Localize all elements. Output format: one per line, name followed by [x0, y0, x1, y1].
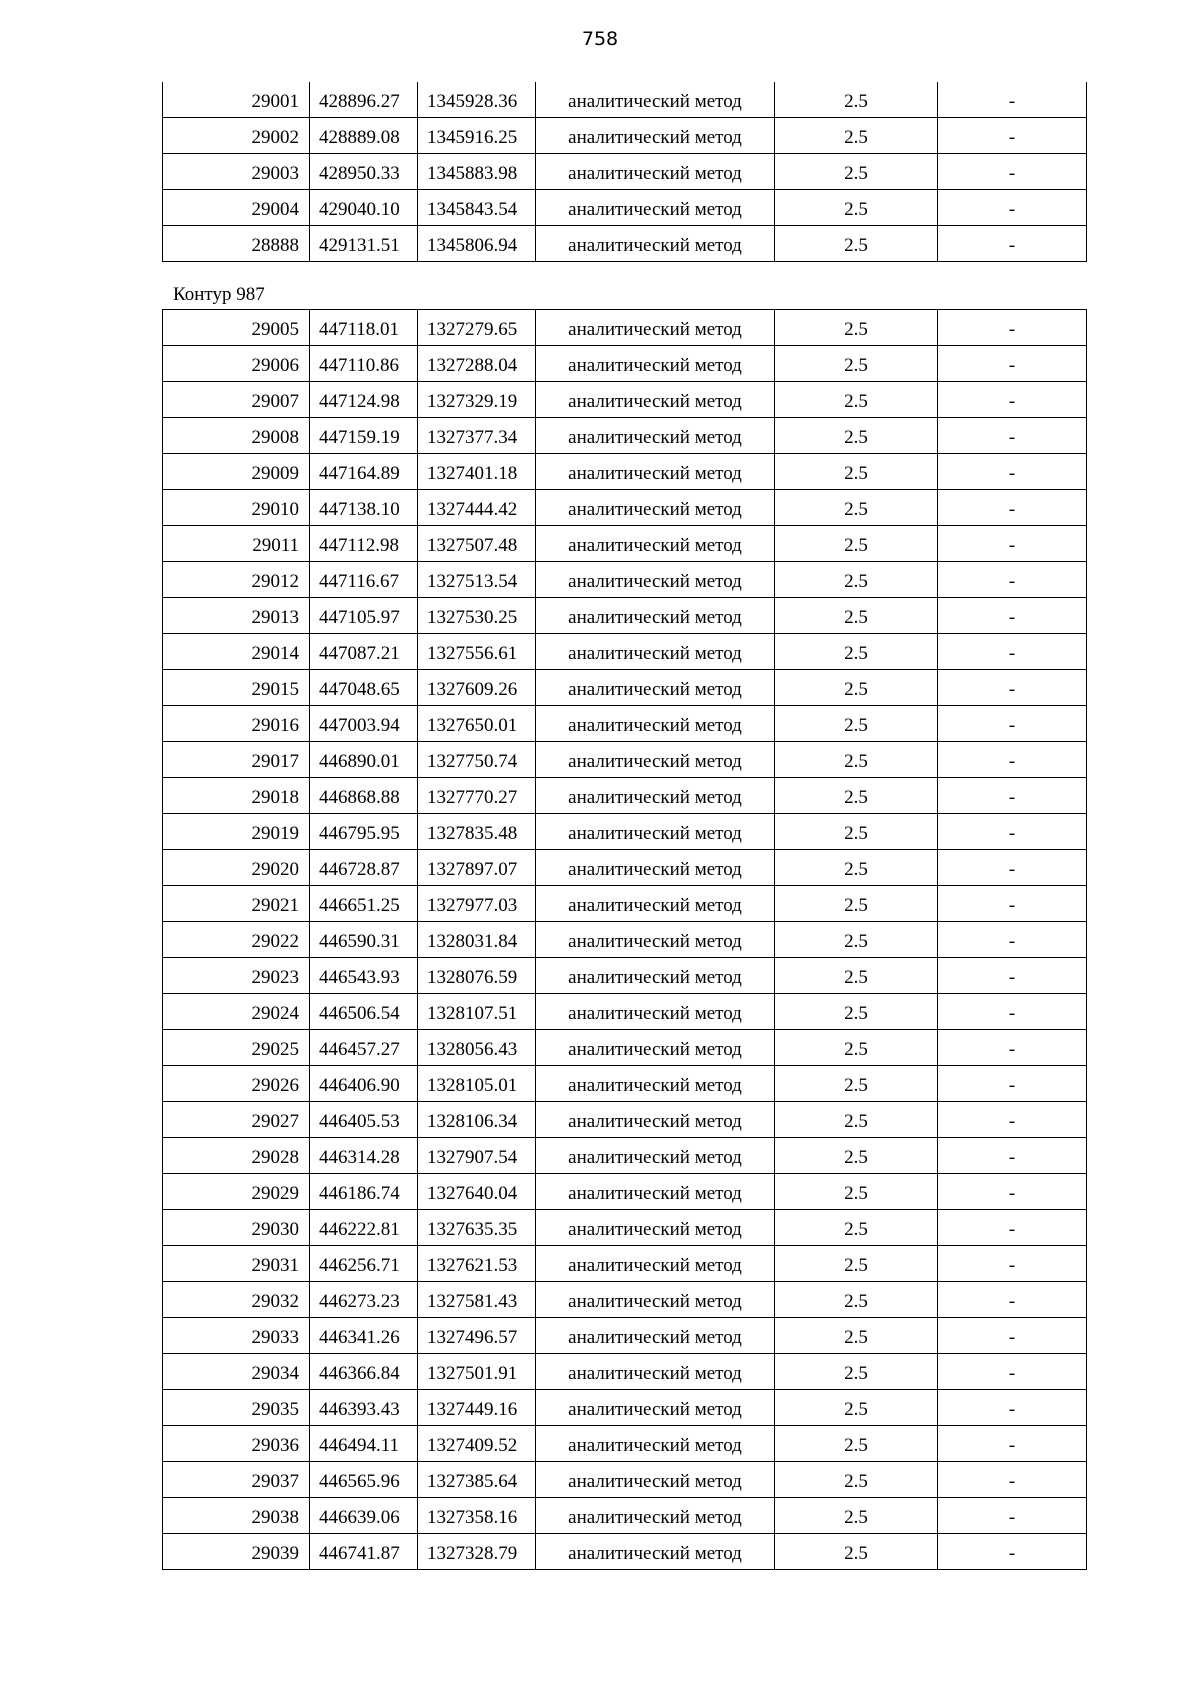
y-coordinate-cell: 1345843.54: [418, 190, 536, 226]
x-coordinate-cell: 447138.10: [310, 490, 418, 526]
y-coordinate-cell: 1345928.36: [418, 82, 536, 118]
method-cell: аналитический метод: [536, 154, 775, 190]
table-row: [163, 1030, 1087, 1066]
x-coordinate-cell: 447110.86: [310, 346, 418, 382]
method-cell: аналитический метод: [536, 886, 775, 922]
x-coordinate-cell: 447048.65: [310, 670, 418, 706]
table-row: [163, 742, 1087, 778]
table-row: [163, 1354, 1087, 1390]
method-cell: аналитический метод: [536, 1354, 775, 1390]
table-row: [163, 82, 1087, 118]
method-cell: аналитический метод: [536, 382, 775, 418]
note-cell: -: [938, 382, 1087, 418]
note-cell: -: [938, 310, 1087, 346]
note-cell: -: [938, 346, 1087, 382]
accuracy-cell: 2.5: [775, 1426, 938, 1462]
accuracy-cell: 2.5: [775, 1534, 938, 1570]
table-row: [163, 598, 1087, 634]
method-cell: аналитический метод: [536, 850, 775, 886]
x-coordinate-cell: 446457.27: [310, 1030, 418, 1066]
method-cell: аналитический метод: [536, 526, 775, 562]
table-row: [163, 706, 1087, 742]
y-coordinate-cell: 1327977.03: [418, 886, 536, 922]
accuracy-cell: 2.5: [775, 346, 938, 382]
x-coordinate-cell: 446405.53: [310, 1102, 418, 1138]
x-coordinate-cell: 446543.93: [310, 958, 418, 994]
accuracy-cell: 2.5: [775, 1354, 938, 1390]
point-number-cell: 29014: [163, 634, 310, 670]
coordinates-table-contour-987: [162, 309, 1087, 1570]
point-number-cell: 29029: [163, 1174, 310, 1210]
point-number-cell: 29008: [163, 418, 310, 454]
method-cell: аналитический метод: [536, 1066, 775, 1102]
note-cell: -: [938, 1282, 1087, 1318]
y-coordinate-cell: 1345883.98: [418, 154, 536, 190]
accuracy-cell: 2.5: [775, 1210, 938, 1246]
note-cell: -: [938, 706, 1087, 742]
y-coordinate-cell: 1327530.25: [418, 598, 536, 634]
x-coordinate-cell: 447003.94: [310, 706, 418, 742]
note-cell: -: [938, 526, 1087, 562]
table-row: [163, 1282, 1087, 1318]
x-coordinate-cell: 446393.43: [310, 1390, 418, 1426]
x-coordinate-cell: 446728.87: [310, 850, 418, 886]
y-coordinate-cell: 1327835.48: [418, 814, 536, 850]
accuracy-cell: 2.5: [775, 418, 938, 454]
point-number-cell: 29035: [163, 1390, 310, 1426]
accuracy-cell: 2.5: [775, 1282, 938, 1318]
method-cell: аналитический метод: [536, 82, 775, 118]
method-cell: аналитический метод: [536, 190, 775, 226]
accuracy-cell: 2.5: [775, 118, 938, 154]
point-number-cell: 29030: [163, 1210, 310, 1246]
table-row: [163, 634, 1087, 670]
point-number-cell: 29039: [163, 1534, 310, 1570]
y-coordinate-cell: 1328076.59: [418, 958, 536, 994]
note-cell: -: [938, 1318, 1087, 1354]
accuracy-cell: 2.5: [775, 382, 938, 418]
point-number-cell: 29033: [163, 1318, 310, 1354]
note-cell: -: [938, 958, 1087, 994]
x-coordinate-cell: 428950.33: [310, 154, 418, 190]
note-cell: -: [938, 154, 1087, 190]
note-cell: -: [938, 1030, 1087, 1066]
note-cell: -: [938, 118, 1087, 154]
table-row: [163, 454, 1087, 490]
y-coordinate-cell: 1328107.51: [418, 994, 536, 1030]
y-coordinate-cell: 1327401.18: [418, 454, 536, 490]
y-coordinate-cell: 1327329.19: [418, 382, 536, 418]
method-cell: аналитический метод: [536, 1174, 775, 1210]
x-coordinate-cell: 446406.90: [310, 1066, 418, 1102]
y-coordinate-cell: 1327621.53: [418, 1246, 536, 1282]
table-row: [163, 850, 1087, 886]
point-number-cell: 29031: [163, 1246, 310, 1282]
x-coordinate-cell: 447164.89: [310, 454, 418, 490]
y-coordinate-cell: 1328056.43: [418, 1030, 536, 1066]
x-coordinate-cell: 446341.26: [310, 1318, 418, 1354]
table-row: [163, 670, 1087, 706]
method-cell: аналитический метод: [536, 742, 775, 778]
table-row: [163, 1246, 1087, 1282]
x-coordinate-cell: 446741.87: [310, 1534, 418, 1570]
table-row: [163, 118, 1087, 154]
table-row: [163, 190, 1087, 226]
note-cell: -: [938, 82, 1087, 118]
point-number-cell: 29013: [163, 598, 310, 634]
accuracy-cell: 2.5: [775, 310, 938, 346]
y-coordinate-cell: 1327581.43: [418, 1282, 536, 1318]
table-row: [163, 490, 1087, 526]
y-coordinate-cell: 1327496.57: [418, 1318, 536, 1354]
accuracy-cell: 2.5: [775, 226, 938, 262]
note-cell: -: [938, 418, 1087, 454]
accuracy-cell: 2.5: [775, 958, 938, 994]
point-number-cell: 29006: [163, 346, 310, 382]
accuracy-cell: 2.5: [775, 1102, 938, 1138]
method-cell: аналитический метод: [536, 454, 775, 490]
method-cell: аналитический метод: [536, 346, 775, 382]
method-cell: аналитический метод: [536, 226, 775, 262]
point-number-cell: 29024: [163, 994, 310, 1030]
point-number-cell: 29003: [163, 154, 310, 190]
method-cell: аналитический метод: [536, 994, 775, 1030]
point-number-cell: 29001: [163, 82, 310, 118]
note-cell: -: [938, 1426, 1087, 1462]
method-cell: аналитический метод: [536, 490, 775, 526]
table-row: [163, 310, 1087, 346]
point-number-cell: 29037: [163, 1462, 310, 1498]
x-coordinate-cell: 447159.19: [310, 418, 418, 454]
note-cell: -: [938, 1138, 1087, 1174]
table-row: [163, 994, 1087, 1030]
y-coordinate-cell: 1327444.42: [418, 490, 536, 526]
y-coordinate-cell: 1327358.16: [418, 1498, 536, 1534]
x-coordinate-cell: 446590.31: [310, 922, 418, 958]
point-number-cell: 29034: [163, 1354, 310, 1390]
method-cell: аналитический метод: [536, 1534, 775, 1570]
method-cell: аналитический метод: [536, 1246, 775, 1282]
method-cell: аналитический метод: [536, 958, 775, 994]
table-row: [163, 1390, 1087, 1426]
y-coordinate-cell: 1327897.07: [418, 850, 536, 886]
table-row: [163, 1174, 1087, 1210]
x-coordinate-cell: 429131.51: [310, 226, 418, 262]
accuracy-cell: 2.5: [775, 634, 938, 670]
accuracy-cell: 2.5: [775, 814, 938, 850]
x-coordinate-cell: 447087.21: [310, 634, 418, 670]
point-number-cell: 29005: [163, 310, 310, 346]
table-row: [163, 418, 1087, 454]
accuracy-cell: 2.5: [775, 1138, 938, 1174]
table-row: [163, 958, 1087, 994]
accuracy-cell: 2.5: [775, 1462, 938, 1498]
note-cell: -: [938, 1246, 1087, 1282]
note-cell: -: [938, 226, 1087, 262]
method-cell: аналитический метод: [536, 670, 775, 706]
accuracy-cell: 2.5: [775, 562, 938, 598]
accuracy-cell: 2.5: [775, 1318, 938, 1354]
y-coordinate-cell: 1327513.54: [418, 562, 536, 598]
method-cell: аналитический метод: [536, 1462, 775, 1498]
accuracy-cell: 2.5: [775, 1246, 938, 1282]
note-cell: -: [938, 1390, 1087, 1426]
y-coordinate-cell: 1328106.34: [418, 1102, 536, 1138]
table-row: [163, 1462, 1087, 1498]
page-number: 758: [581, 28, 619, 50]
method-cell: аналитический метод: [536, 1030, 775, 1066]
note-cell: -: [938, 1102, 1087, 1138]
method-cell: аналитический метод: [536, 1138, 775, 1174]
table-row: [163, 1066, 1087, 1102]
note-cell: -: [938, 778, 1087, 814]
method-cell: аналитический метод: [536, 562, 775, 598]
y-coordinate-cell: 1327635.35: [418, 1210, 536, 1246]
table-row: [163, 1498, 1087, 1534]
accuracy-cell: 2.5: [775, 994, 938, 1030]
point-number-cell: 29009: [163, 454, 310, 490]
note-cell: -: [938, 994, 1087, 1030]
y-coordinate-cell: 1328105.01: [418, 1066, 536, 1102]
y-coordinate-cell: 1327449.16: [418, 1390, 536, 1426]
table-row: [163, 226, 1087, 262]
y-coordinate-cell: 1328031.84: [418, 922, 536, 958]
x-coordinate-cell: 446651.25: [310, 886, 418, 922]
point-number-cell: 29002: [163, 118, 310, 154]
accuracy-cell: 2.5: [775, 490, 938, 526]
x-coordinate-cell: 447118.01: [310, 310, 418, 346]
point-number-cell: 29018: [163, 778, 310, 814]
note-cell: -: [938, 1210, 1087, 1246]
point-number-cell: 29021: [163, 886, 310, 922]
method-cell: аналитический метод: [536, 1102, 775, 1138]
accuracy-cell: 2.5: [775, 82, 938, 118]
x-coordinate-cell: 446868.88: [310, 778, 418, 814]
table-row: [163, 922, 1087, 958]
y-coordinate-cell: 1327385.64: [418, 1462, 536, 1498]
x-coordinate-cell: 446222.81: [310, 1210, 418, 1246]
table-row: [163, 814, 1087, 850]
method-cell: аналитический метод: [536, 418, 775, 454]
accuracy-cell: 2.5: [775, 1066, 938, 1102]
point-number-cell: 29019: [163, 814, 310, 850]
method-cell: аналитический метод: [536, 814, 775, 850]
note-cell: -: [938, 1462, 1087, 1498]
note-cell: -: [938, 1066, 1087, 1102]
method-cell: аналитический метод: [536, 310, 775, 346]
y-coordinate-cell: 1327750.74: [418, 742, 536, 778]
y-coordinate-cell: 1345806.94: [418, 226, 536, 262]
accuracy-cell: 2.5: [775, 1030, 938, 1066]
accuracy-cell: 2.5: [775, 526, 938, 562]
x-coordinate-cell: 428889.08: [310, 118, 418, 154]
x-coordinate-cell: 446494.11: [310, 1426, 418, 1462]
note-cell: -: [938, 1174, 1087, 1210]
point-number-cell: 29012: [163, 562, 310, 598]
accuracy-cell: 2.5: [775, 886, 938, 922]
accuracy-cell: 2.5: [775, 190, 938, 226]
accuracy-cell: 2.5: [775, 1498, 938, 1534]
table-row: [163, 1138, 1087, 1174]
x-coordinate-cell: 447105.97: [310, 598, 418, 634]
note-cell: -: [938, 190, 1087, 226]
method-cell: аналитический метод: [536, 1282, 775, 1318]
table-row: [163, 1534, 1087, 1570]
y-coordinate-cell: 1327288.04: [418, 346, 536, 382]
y-coordinate-cell: 1345916.25: [418, 118, 536, 154]
method-cell: аналитический метод: [536, 706, 775, 742]
table-row: [163, 886, 1087, 922]
point-number-cell: 28888: [163, 226, 310, 262]
note-cell: -: [938, 454, 1087, 490]
y-coordinate-cell: 1327609.26: [418, 670, 536, 706]
table-row: [163, 562, 1087, 598]
x-coordinate-cell: 446565.96: [310, 1462, 418, 1498]
note-cell: -: [938, 1498, 1087, 1534]
table-row: [163, 154, 1087, 190]
note-cell: -: [938, 1534, 1087, 1570]
point-number-cell: 29038: [163, 1498, 310, 1534]
y-coordinate-cell: 1327501.91: [418, 1354, 536, 1390]
accuracy-cell: 2.5: [775, 154, 938, 190]
y-coordinate-cell: 1327770.27: [418, 778, 536, 814]
table-row: [163, 778, 1087, 814]
point-number-cell: 29010: [163, 490, 310, 526]
y-coordinate-cell: 1327650.01: [418, 706, 536, 742]
accuracy-cell: 2.5: [775, 454, 938, 490]
note-cell: -: [938, 814, 1087, 850]
method-cell: аналитический метод: [536, 1318, 775, 1354]
x-coordinate-cell: 428896.27: [310, 82, 418, 118]
accuracy-cell: 2.5: [775, 706, 938, 742]
note-cell: -: [938, 634, 1087, 670]
note-cell: -: [938, 1354, 1087, 1390]
table-row: [163, 346, 1087, 382]
note-cell: -: [938, 562, 1087, 598]
note-cell: -: [938, 670, 1087, 706]
note-cell: -: [938, 886, 1087, 922]
method-cell: аналитический метод: [536, 1426, 775, 1462]
accuracy-cell: 2.5: [775, 670, 938, 706]
accuracy-cell: 2.5: [775, 1390, 938, 1426]
point-number-cell: 29032: [163, 1282, 310, 1318]
accuracy-cell: 2.5: [775, 850, 938, 886]
y-coordinate-cell: 1327409.52: [418, 1426, 536, 1462]
x-coordinate-cell: 447116.67: [310, 562, 418, 598]
coordinates-table-top: [162, 82, 1087, 262]
table-row: [163, 1210, 1087, 1246]
table-row: [163, 1102, 1087, 1138]
point-number-cell: 29020: [163, 850, 310, 886]
point-number-cell: 29027: [163, 1102, 310, 1138]
method-cell: аналитический метод: [536, 598, 775, 634]
method-cell: аналитический метод: [536, 1390, 775, 1426]
accuracy-cell: 2.5: [775, 742, 938, 778]
method-cell: аналитический метод: [536, 1498, 775, 1534]
accuracy-cell: 2.5: [775, 778, 938, 814]
method-cell: аналитический метод: [536, 118, 775, 154]
accuracy-cell: 2.5: [775, 922, 938, 958]
x-coordinate-cell: 447124.98: [310, 382, 418, 418]
point-number-cell: 29025: [163, 1030, 310, 1066]
point-number-cell: 29023: [163, 958, 310, 994]
x-coordinate-cell: 446506.54: [310, 994, 418, 1030]
point-number-cell: 29007: [163, 382, 310, 418]
table-row: [163, 526, 1087, 562]
y-coordinate-cell: 1327556.61: [418, 634, 536, 670]
y-coordinate-cell: 1327907.54: [418, 1138, 536, 1174]
point-number-cell: 29026: [163, 1066, 310, 1102]
y-coordinate-cell: 1327328.79: [418, 1534, 536, 1570]
note-cell: -: [938, 742, 1087, 778]
method-cell: аналитический метод: [536, 1210, 775, 1246]
note-cell: -: [938, 922, 1087, 958]
y-coordinate-cell: 1327377.34: [418, 418, 536, 454]
method-cell: аналитический метод: [536, 778, 775, 814]
accuracy-cell: 2.5: [775, 1174, 938, 1210]
point-number-cell: 29011: [163, 526, 310, 562]
point-number-cell: 29017: [163, 742, 310, 778]
x-coordinate-cell: 446366.84: [310, 1354, 418, 1390]
point-number-cell: 29022: [163, 922, 310, 958]
contour-title: Контур 987: [173, 284, 265, 305]
y-coordinate-cell: 1327640.04: [418, 1174, 536, 1210]
accuracy-cell: 2.5: [775, 598, 938, 634]
x-coordinate-cell: 447112.98: [310, 526, 418, 562]
method-cell: аналитический метод: [536, 922, 775, 958]
x-coordinate-cell: 429040.10: [310, 190, 418, 226]
point-number-cell: 29016: [163, 706, 310, 742]
note-cell: -: [938, 850, 1087, 886]
table-row: [163, 382, 1087, 418]
x-coordinate-cell: 446890.01: [310, 742, 418, 778]
x-coordinate-cell: 446256.71: [310, 1246, 418, 1282]
point-number-cell: 29004: [163, 190, 310, 226]
point-number-cell: 29015: [163, 670, 310, 706]
x-coordinate-cell: 446795.95: [310, 814, 418, 850]
table-row: [163, 1426, 1087, 1462]
y-coordinate-cell: 1327279.65: [418, 310, 536, 346]
x-coordinate-cell: 446186.74: [310, 1174, 418, 1210]
point-number-cell: 29028: [163, 1138, 310, 1174]
note-cell: -: [938, 490, 1087, 526]
x-coordinate-cell: 446273.23: [310, 1282, 418, 1318]
method-cell: аналитический метод: [536, 634, 775, 670]
point-number-cell: 29036: [163, 1426, 310, 1462]
note-cell: -: [938, 598, 1087, 634]
x-coordinate-cell: 446639.06: [310, 1498, 418, 1534]
y-coordinate-cell: 1327507.48: [418, 526, 536, 562]
table-row: [163, 1318, 1087, 1354]
x-coordinate-cell: 446314.28: [310, 1138, 418, 1174]
